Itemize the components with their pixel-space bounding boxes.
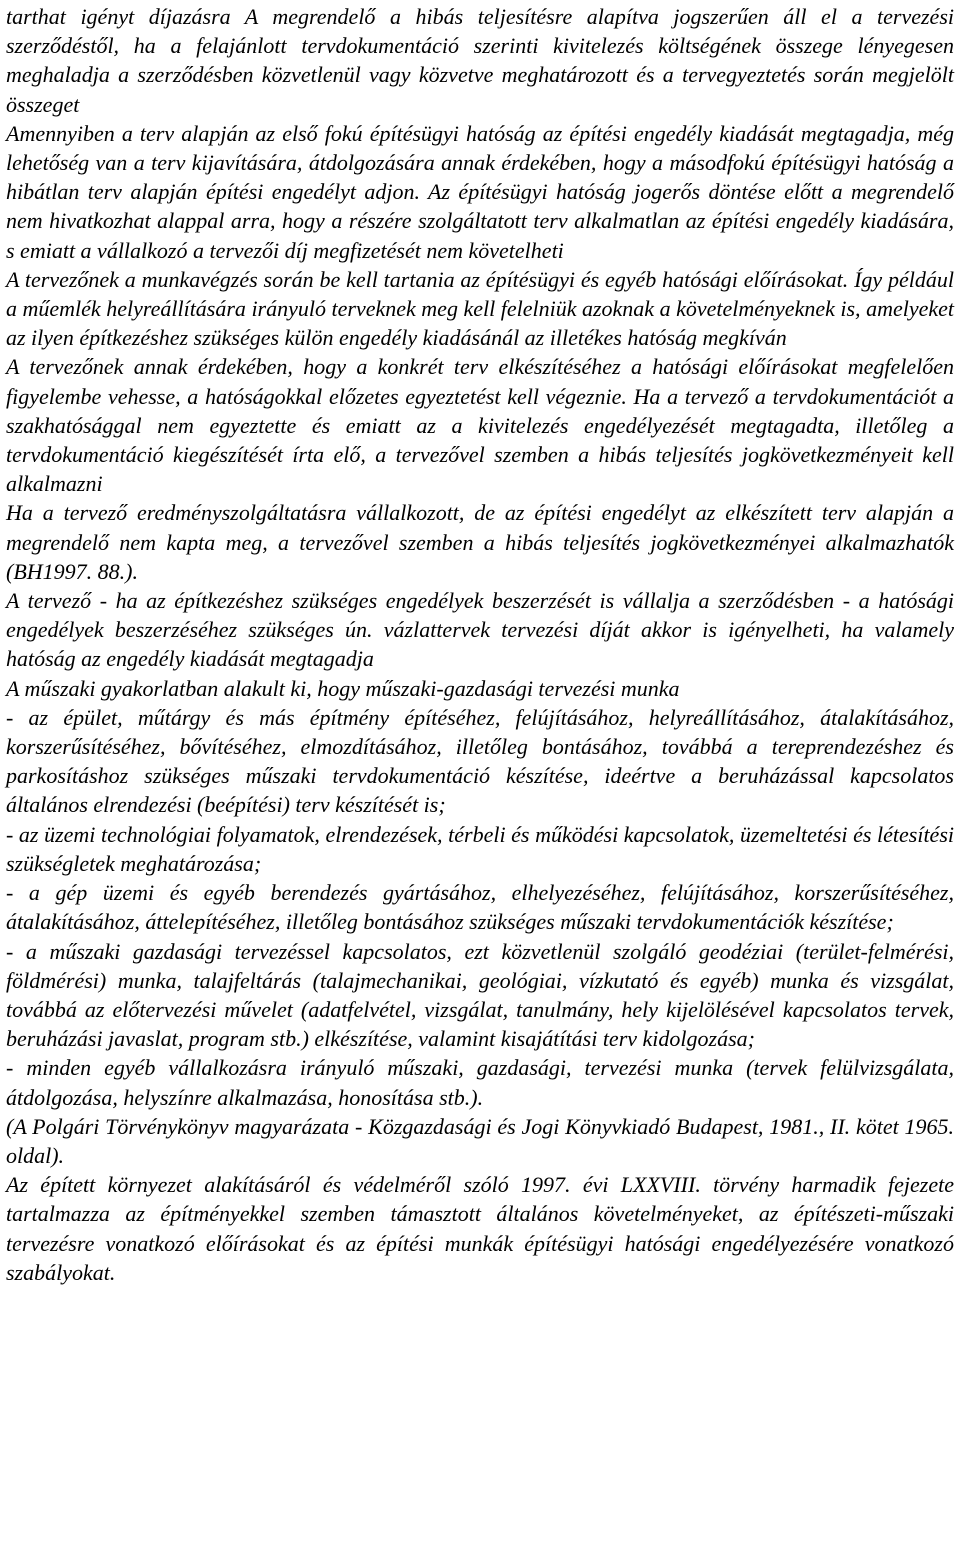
paragraph-prior-coordination: A tervezőnek annak érdekében, hogy a konkrét terv elkészítéséhez a hatósági előírásokat megfelelően figyelembe vehesse, a hatóságokkal előzetes egyeztetést kell végeznie. Ha a tervező a tervdokumentációt a szakhatósággal nem egyeztette és emiatt az a kivitelezés engedélyezését megtagadta, illetőleg a tervdokumentáció kiegészítését írta elő, a tervezővel szemben a hibás teljesítés jogkövetkezményeit kell alkalmazni — [6, 354, 954, 497]
list-item-technological-processes: - az üzemi technológiai folyamatok, elrendezések, térbeli és működési kapcsolatok, üzemeltetési és létesítési szükségletek meghatározása; — [6, 821, 954, 876]
paragraph-built-environment-act: Az épített környezet alakításáról és védelméről szóló 1997. évi LXXVIII. törvény harmadik fejezete tartalmazza az építményekkel szemben támasztott általános követelményeket, az építészeti-műszaki tervezésre vonatkozó előírásokat és az építési munkák építésügyi hatósági engedélyezésére vonatkozó szabályokat. — [6, 1172, 954, 1285]
paragraph-technical-practice-intro: A műszaki gyakorlatban alakult ki, hogy műszaki-gazdasági tervezési munka — [6, 675, 680, 701]
paragraph-sketch-plan-fee: A tervező - ha az építkezéshez szükséges engedélyek beszerzését is vállalja a szerződésben - a hatósági engedélyek beszerzéséhez szükséges ún. vázlattervek tervezési díját akkor is igényelheti, ha valamely hatóság az engedély kiadását megtagadja — [6, 588, 954, 672]
list-item-building-documentation: - az épület, műtárgy és más építmény építéséhez, felújításához, helyreállításához, átalakításához, korszerűsítéséhez, bővítéséhez, elmozdításához, illetőleg bontásához, továbbá a tereprendezéshez és parkosításhoz szükséges műszaki tervdokumentáció készítése, ideértve a beruházással kapcsolatos általános elrendezési (beépítési) terv készítését is; — [6, 704, 954, 818]
paragraph-design-fee-withdrawal: tarthat igényt díjazásra A megrendelő a hibás teljesítésre alapítva jogszerűen áll el a tervezési szerződéstől, ha a felajánlott tervdokumentáció szerinti kivitelezés költségének összege lényegesen meghaladja a szerződésben közvetlenül vagy közvetve meghatározott és a tervegyeztetés során megjelölt összeget — [6, 4, 954, 117]
list-item-other-work: - minden egyéb vállalkozásra irányuló műszaki, gazdasági, tervezési munka (tervek felülvizsgálata, átdolgozása, helyszínre alkalmazása, honosítása stb.). — [6, 1055, 954, 1110]
citation-civil-code: (A Polgári Törvénykönyv magyarázata - Közgazdasági és Jogi Könyvkiadó Budapest, 1981., II. kötet 1965. oldal). — [6, 1113, 954, 1168]
list-item-machine-equipment: - a gép üzemi és egyéb berendezés gyártásához, elhelyezéséhez, felújításához, korszerűsítéséhez, átalakításához, áttelepítéséhez, illetőleg bontásához szükséges műszaki tervdokumentációk készítése; — [6, 880, 954, 935]
paragraph-result-service: Ha a tervező eredményszolgáltatásra vállalkozott, de az építési engedélyt az elkészített terv alapján a megrendelő nem kapta meg, a tervezővel szemben a hibás teljesítés jogkövetkezményei alkalmazhatók (BH1997. 88.). — [6, 500, 954, 584]
paragraph-building-permit-refusal: Amennyiben a terv alapján az első fokú építésügyi hatóság az építési engedély kiadását megtagadja, még lehetőség van a terv kijavítására, átdolgozására annak érdekében, hogy a másodfokú építésügyi hatóság a hibátlan terv alapján építési engedélyt adjon. Az építésügyi hatóság jogerős döntése előtt a megrendelő nem hivatkozhat alappal arra, hogy a részére szolgáltatott terv alkalmatlan az építési engedély kiadására, s emiatt a vállalkozó a tervezői díj megfizetését nem követelheti — [6, 120, 954, 263]
paragraph-authority-regulations: A tervezőnek a munkavégzés során be kell tartania az építésügyi és egyéb hatósági előírásokat. Így például a műemlék helyreállítására irányuló terveknek meg kell felelniük azoknak a követelményeknek is, amelyeket az ilyen építkezéshez szükséges külön engedély kiadásánál az illetékes hatóság megkíván — [6, 266, 954, 351]
list-item-geodetic-work: - a műszaki gazdasági tervezéssel kapcsolatos, ezt közvetlenül szolgáló geodéziai (terület-felmérési, földmérési) munka, talajfeltárás (talajmechanikai, geológiai, vízkutató és egyéb) munka és vizsgálat, továbbá az előtervezési művelet (adatfelvétel, vizsgálat, tanulmány, hely kijelölésével kapcsolatos tervek, beruházási javaslat, program stb.) elkészítése, valamint kisajátítási terv kidolgozása; — [6, 938, 954, 1052]
